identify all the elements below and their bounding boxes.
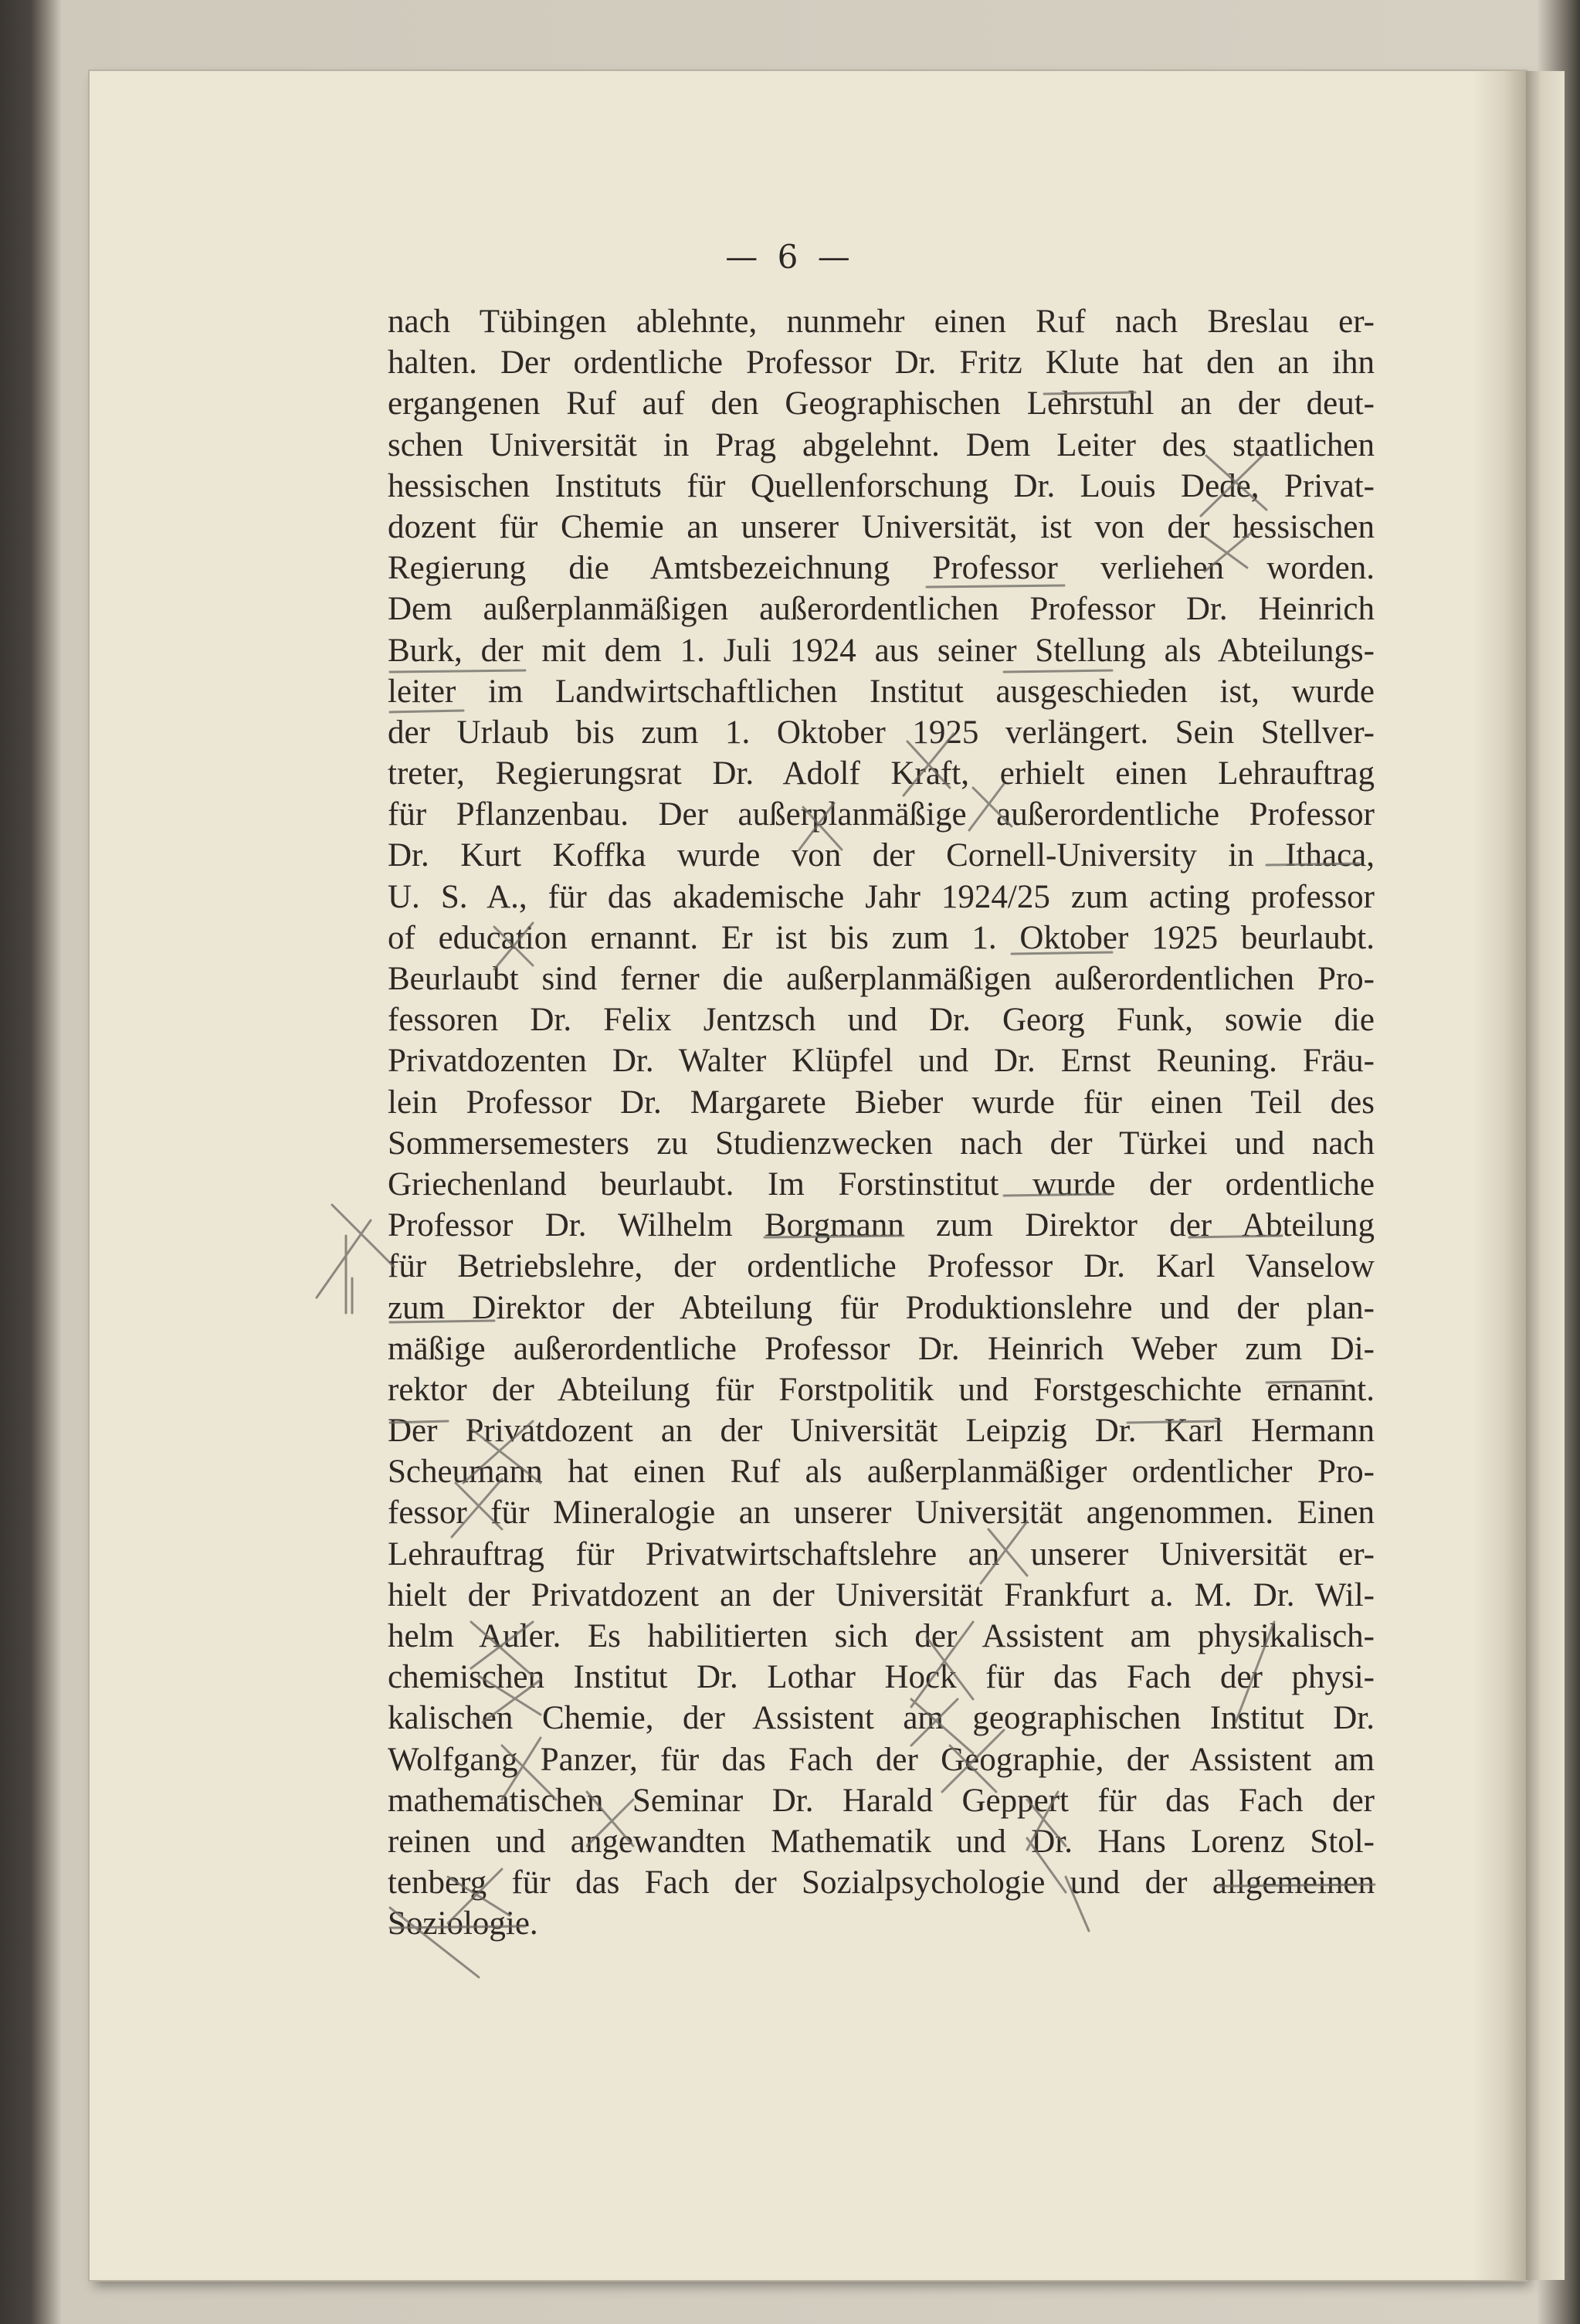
adjacent-page-edge <box>1526 71 1565 2280</box>
page-number: — 6 — <box>725 238 855 276</box>
text-line: leiter im Landwirtschaftlichen Institut ausgeschieden ist, wurde <box>388 673 1375 710</box>
text-line: schen Universität in Prag abgelehnt. Dem Leiter des staatlichen <box>388 426 1375 463</box>
text-line: Soziologie. <box>388 1905 538 1942</box>
text-line: Professor Dr. Wilhelm Borgmann zum Direktor der Abteilung <box>388 1207 1375 1244</box>
text-line: Lehrauftrag für Privatwirtschaftslehre an unserer Universität er- <box>388 1535 1375 1573</box>
text-line: Beurlaubt sind ferner die außerplanmäßigen außerordentlichen Pro- <box>388 961 1375 997</box>
text-line: fessoren Dr. Felix Jentzsch und Dr. Georg Funk, sowie die <box>388 1002 1375 1039</box>
text-line: Burk, der mit dem 1. Juli 1924 aus seiner Stellung als Abteilungs- <box>388 632 1375 669</box>
text-line: zum Direktor der Abteilung für Produktionslehre und der plan- <box>388 1289 1375 1326</box>
text-line: Scheumann hat einen Ruf als außerplanmäßiger ordentlicher Pro- <box>388 1454 1375 1491</box>
text-line: kalischen Chemie, der Assistent am geographischen Institut Dr. <box>388 1700 1375 1737</box>
text-line: chemischen Institut Dr. Lothar Hock für das Fach der physi- <box>388 1659 1375 1696</box>
text-line: Dr. Kurt Koffka wurde von der Cornell-University in Ithaca, <box>388 837 1375 874</box>
page-edge-shading <box>1472 71 1526 2280</box>
text-line: reinen und angewandten Mathematik und Dr. Hans Lorenz Stol- <box>388 1823 1375 1860</box>
text-line: tenberg für das Fach der Sozialpsychologie und der allgemeinen <box>388 1864 1375 1902</box>
text-line: für Pflanzenbau. Der außerplanmäßige außerordentliche Professor <box>388 796 1375 833</box>
text-line: rektor der Abteilung für Forstpolitik und Forstgeschichte ernannt. <box>388 1371 1375 1408</box>
text-line: für Betriebslehre, der ordentliche Professor Dr. Karl Vanselow <box>388 1248 1375 1285</box>
text-line: hielt der Privatdozent an der Universität Frankfurt a. M. Dr. Wil- <box>388 1576 1375 1613</box>
text-line: ergangenen Ruf auf den Geographischen Lehrstuhl an der deut- <box>388 385 1375 422</box>
text-line: dozent für Chemie an unserer Universität, ist von der hessischen <box>388 508 1375 545</box>
text-line: mathematischen Seminar Dr. Harald Geppert für das Fach der <box>388 1782 1375 1819</box>
text-line: hessischen Instituts für Quellenforschung Dr. Louis Dede, Privat- <box>388 467 1375 504</box>
text-line: Wolfgang Panzer, für das Fach der Geographie, der Assistent am <box>388 1741 1375 1778</box>
text-line: of education ernannt. Er ist bis zum 1. Oktober 1925 beurlaubt. <box>388 919 1375 956</box>
text-line: der Urlaub bis zum 1. Oktober 1925 verlängert. Sein Stellver- <box>388 714 1375 751</box>
text-line: mäßige außerordentliche Professor Dr. Heinrich Weber zum Di- <box>388 1330 1375 1367</box>
text-line: halten. Der ordentliche Professor Dr. Fritz Klute hat den an ihn <box>388 344 1375 382</box>
text-line: Griechenland beurlaubt. Im Forstinstitut wurde der ordentliche <box>388 1165 1375 1203</box>
text-line: Regierung die Amtsbezeichnung Professor verliehen worden. <box>388 550 1375 587</box>
text-line: fessor für Mineralogie an unserer Universität angenommen. Einen <box>388 1494 1375 1532</box>
text-line: nach Tübingen ablehnte, nunmehr einen Ruf nach Breslau er- <box>388 304 1375 340</box>
text-line: U. S. A., für das akademische Jahr 1924/25 zum acting professor <box>388 878 1375 915</box>
text-line: helm Auler. Es habilitierten sich der Assistent am physikalisch- <box>388 1618 1375 1654</box>
text-line: lein Professor Dr. Margarete Bieber wurde für einen Teil des <box>388 1084 1375 1121</box>
text-line: Dem außerplanmäßigen außerordentlichen Professor Dr. Heinrich <box>388 591 1375 628</box>
body-text <box>388 301 1375 1945</box>
text-line: Der Privatdozent an der Universität Leipzig Dr. Karl Hermann <box>388 1413 1375 1450</box>
text-line: Privatdozenten Dr. Walter Klüpfel und Dr. Ernst Reuning. Fräu- <box>388 1043 1375 1080</box>
text-line: treter, Regierungsrat Dr. Adolf Kraft, erhielt einen Lehrauftrag <box>388 755 1375 792</box>
text-line: Sommersemesters zu Studienzwecken nach der Türkei und nach <box>388 1125 1375 1162</box>
